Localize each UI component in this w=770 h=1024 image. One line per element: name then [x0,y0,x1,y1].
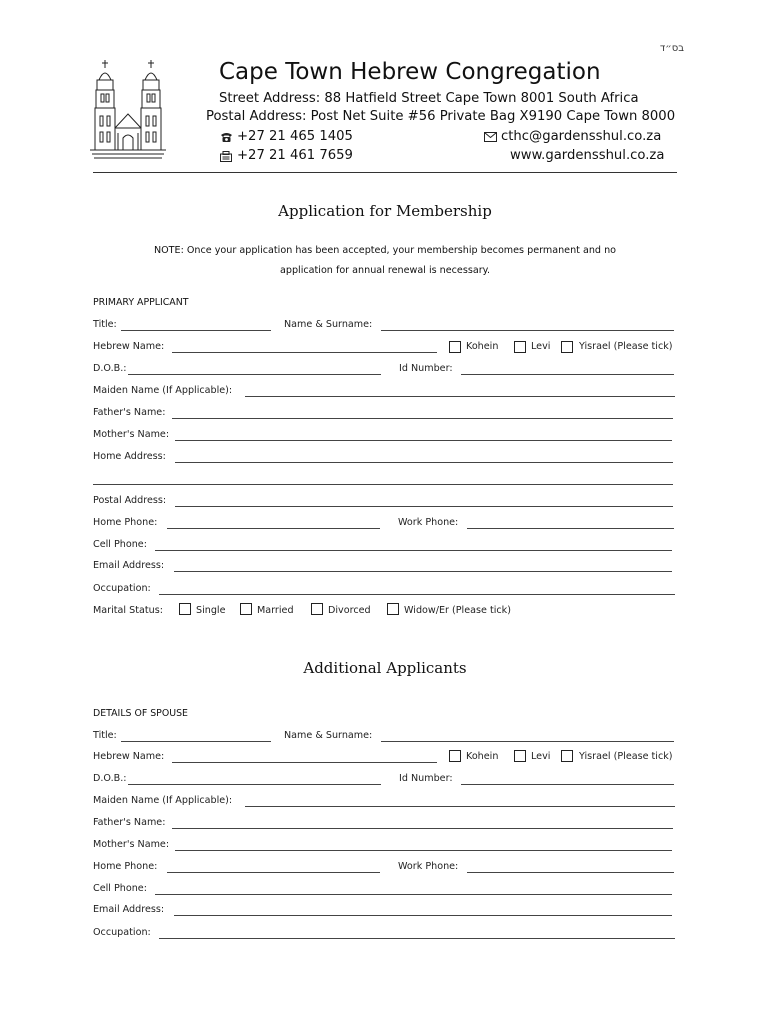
cell-phone-field[interactable] [155,550,672,551]
hebrew-name-field[interactable] [172,352,437,353]
married-label: Married [257,605,294,616]
yisrael-checkbox[interactable] [561,341,573,353]
spouse-levi-checkbox[interactable] [514,750,526,762]
spouse-father-name-label: Father's Name: [93,817,166,828]
spouse-email-field[interactable] [174,915,672,916]
mother-name-field[interactable] [175,440,672,441]
divorced-checkbox[interactable] [311,603,323,615]
dob-field[interactable] [128,374,381,375]
website-link[interactable]: www.gardensshul.co.za [510,148,665,163]
father-name-field[interactable] [172,418,673,419]
widow-label: Widow/Er (Please tick) [404,605,511,616]
spouse-cell-phone-field[interactable] [155,894,672,895]
kohein-label: Kohein [466,341,499,352]
postal-address-field[interactable] [175,506,673,507]
spouse-kohein-checkbox[interactable] [449,750,461,762]
hebrew-abbreviation: בס״ד [659,43,684,54]
title-label: Title: [93,319,117,330]
divorced-label: Divorced [328,605,371,616]
email-link[interactable]: cthc@gardensshul.co.za [501,129,662,144]
spouse-name-surname-label: Name & Surname: [284,730,373,741]
fax-number: +27 21 461 7659 [237,148,353,163]
spouse-father-name-field[interactable] [172,828,673,829]
hebrew-name-label: Hebrew Name: [93,341,165,352]
fax-icon [220,151,232,162]
maiden-name-field[interactable] [245,396,675,397]
cell-phone-label: Cell Phone: [93,539,147,550]
maiden-name-label: Maiden Name (If Applicable): [93,385,233,396]
spouse-occupation-label: Occupation: [93,927,151,938]
spouse-mother-name-field[interactable] [175,850,672,851]
work-phone-label: Work Phone: [398,517,459,528]
form-title: Application for Membership [278,202,492,220]
kohein-checkbox[interactable] [449,341,461,353]
married-checkbox[interactable] [240,603,252,615]
spouse-levi-label: Levi [531,751,551,762]
home-address-field[interactable] [175,462,673,463]
phone-number: +27 21 465 1405 [237,129,353,144]
spouse-dob-label: D.O.B.: [93,773,127,784]
single-label: Single [196,605,226,616]
spouse-dob-field[interactable] [128,784,381,785]
envelope-icon [484,132,497,142]
organization-title: Cape Town Hebrew Congregation [219,59,601,85]
spouse-hebrew-name-field[interactable] [172,762,437,763]
yisrael-label: Yisrael (Please tick) [579,341,673,352]
spouse-id-number-field[interactable] [461,784,674,785]
email-field[interactable] [174,571,672,572]
spouse-work-phone-label: Work Phone: [398,861,459,872]
id-number-label: Id Number: [399,363,453,374]
levi-checkbox[interactable] [514,341,526,353]
spouse-kohein-label: Kohein [466,751,499,762]
additional-applicants-heading: Additional Applicants [303,659,467,677]
dob-label: D.O.B.: [93,363,127,374]
spouse-maiden-name-field[interactable] [245,806,675,807]
spouse-email-label: Email Address: [93,904,165,915]
spouse-home-phone-field[interactable] [167,872,380,873]
single-checkbox[interactable] [179,603,191,615]
spouse-name-surname-field[interactable] [381,741,674,742]
spouse-occupation-field[interactable] [159,938,675,939]
phone-icon [220,131,233,143]
note-line-1: NOTE: Once your application has been accepted, your membership becomes permanent and no [153,245,617,256]
work-phone-field[interactable] [467,528,674,529]
title-field[interactable] [121,330,271,331]
spouse-details-heading: DETAILS OF SPOUSE [93,708,188,719]
home-phone-label: Home Phone: [93,517,158,528]
postal-address-label: Postal Address: [93,495,167,506]
id-number-field[interactable] [461,374,674,375]
header-divider [93,172,677,173]
spouse-title-label: Title: [93,730,117,741]
levi-label: Levi [531,341,551,352]
spouse-home-phone-label: Home Phone: [93,861,158,872]
spouse-id-number-label: Id Number: [399,773,453,784]
spouse-maiden-name-label: Maiden Name (If Applicable): [93,795,233,806]
synagogue-logo [90,58,166,164]
spouse-mother-name-label: Mother's Name: [93,839,170,850]
home-address-label: Home Address: [93,451,166,462]
home-address-field-line2[interactable] [93,484,673,485]
spouse-yisrael-checkbox[interactable] [561,750,573,762]
primary-applicant-heading: PRIMARY APPLICANT [93,297,189,308]
name-surname-field[interactable] [381,330,674,331]
spouse-work-phone-field[interactable] [467,872,674,873]
mother-name-label: Mother's Name: [93,429,170,440]
postal-address: Postal Address: Post Net Suite #56 Private Bag X9190 Cape Town 8000 [206,109,676,124]
spouse-cell-phone-label: Cell Phone: [93,883,147,894]
spouse-hebrew-name-label: Hebrew Name: [93,751,165,762]
home-phone-field[interactable] [167,528,380,529]
occupation-label: Occupation: [93,583,151,594]
street-address: Street Address: 88 Hatfield Street Cape Town 8001 South Africa [219,91,639,106]
father-name-label: Father's Name: [93,407,166,418]
marital-status-label: Marital Status: [93,605,163,616]
spouse-title-field[interactable] [121,741,271,742]
occupation-field[interactable] [159,594,675,595]
spouse-yisrael-label: Yisrael (Please tick) [579,751,673,762]
note-line-2: application for annual renewal is necessary. [279,265,491,276]
email-label: Email Address: [93,560,165,571]
name-surname-label: Name & Surname: [284,319,373,330]
widow-checkbox[interactable] [387,603,399,615]
